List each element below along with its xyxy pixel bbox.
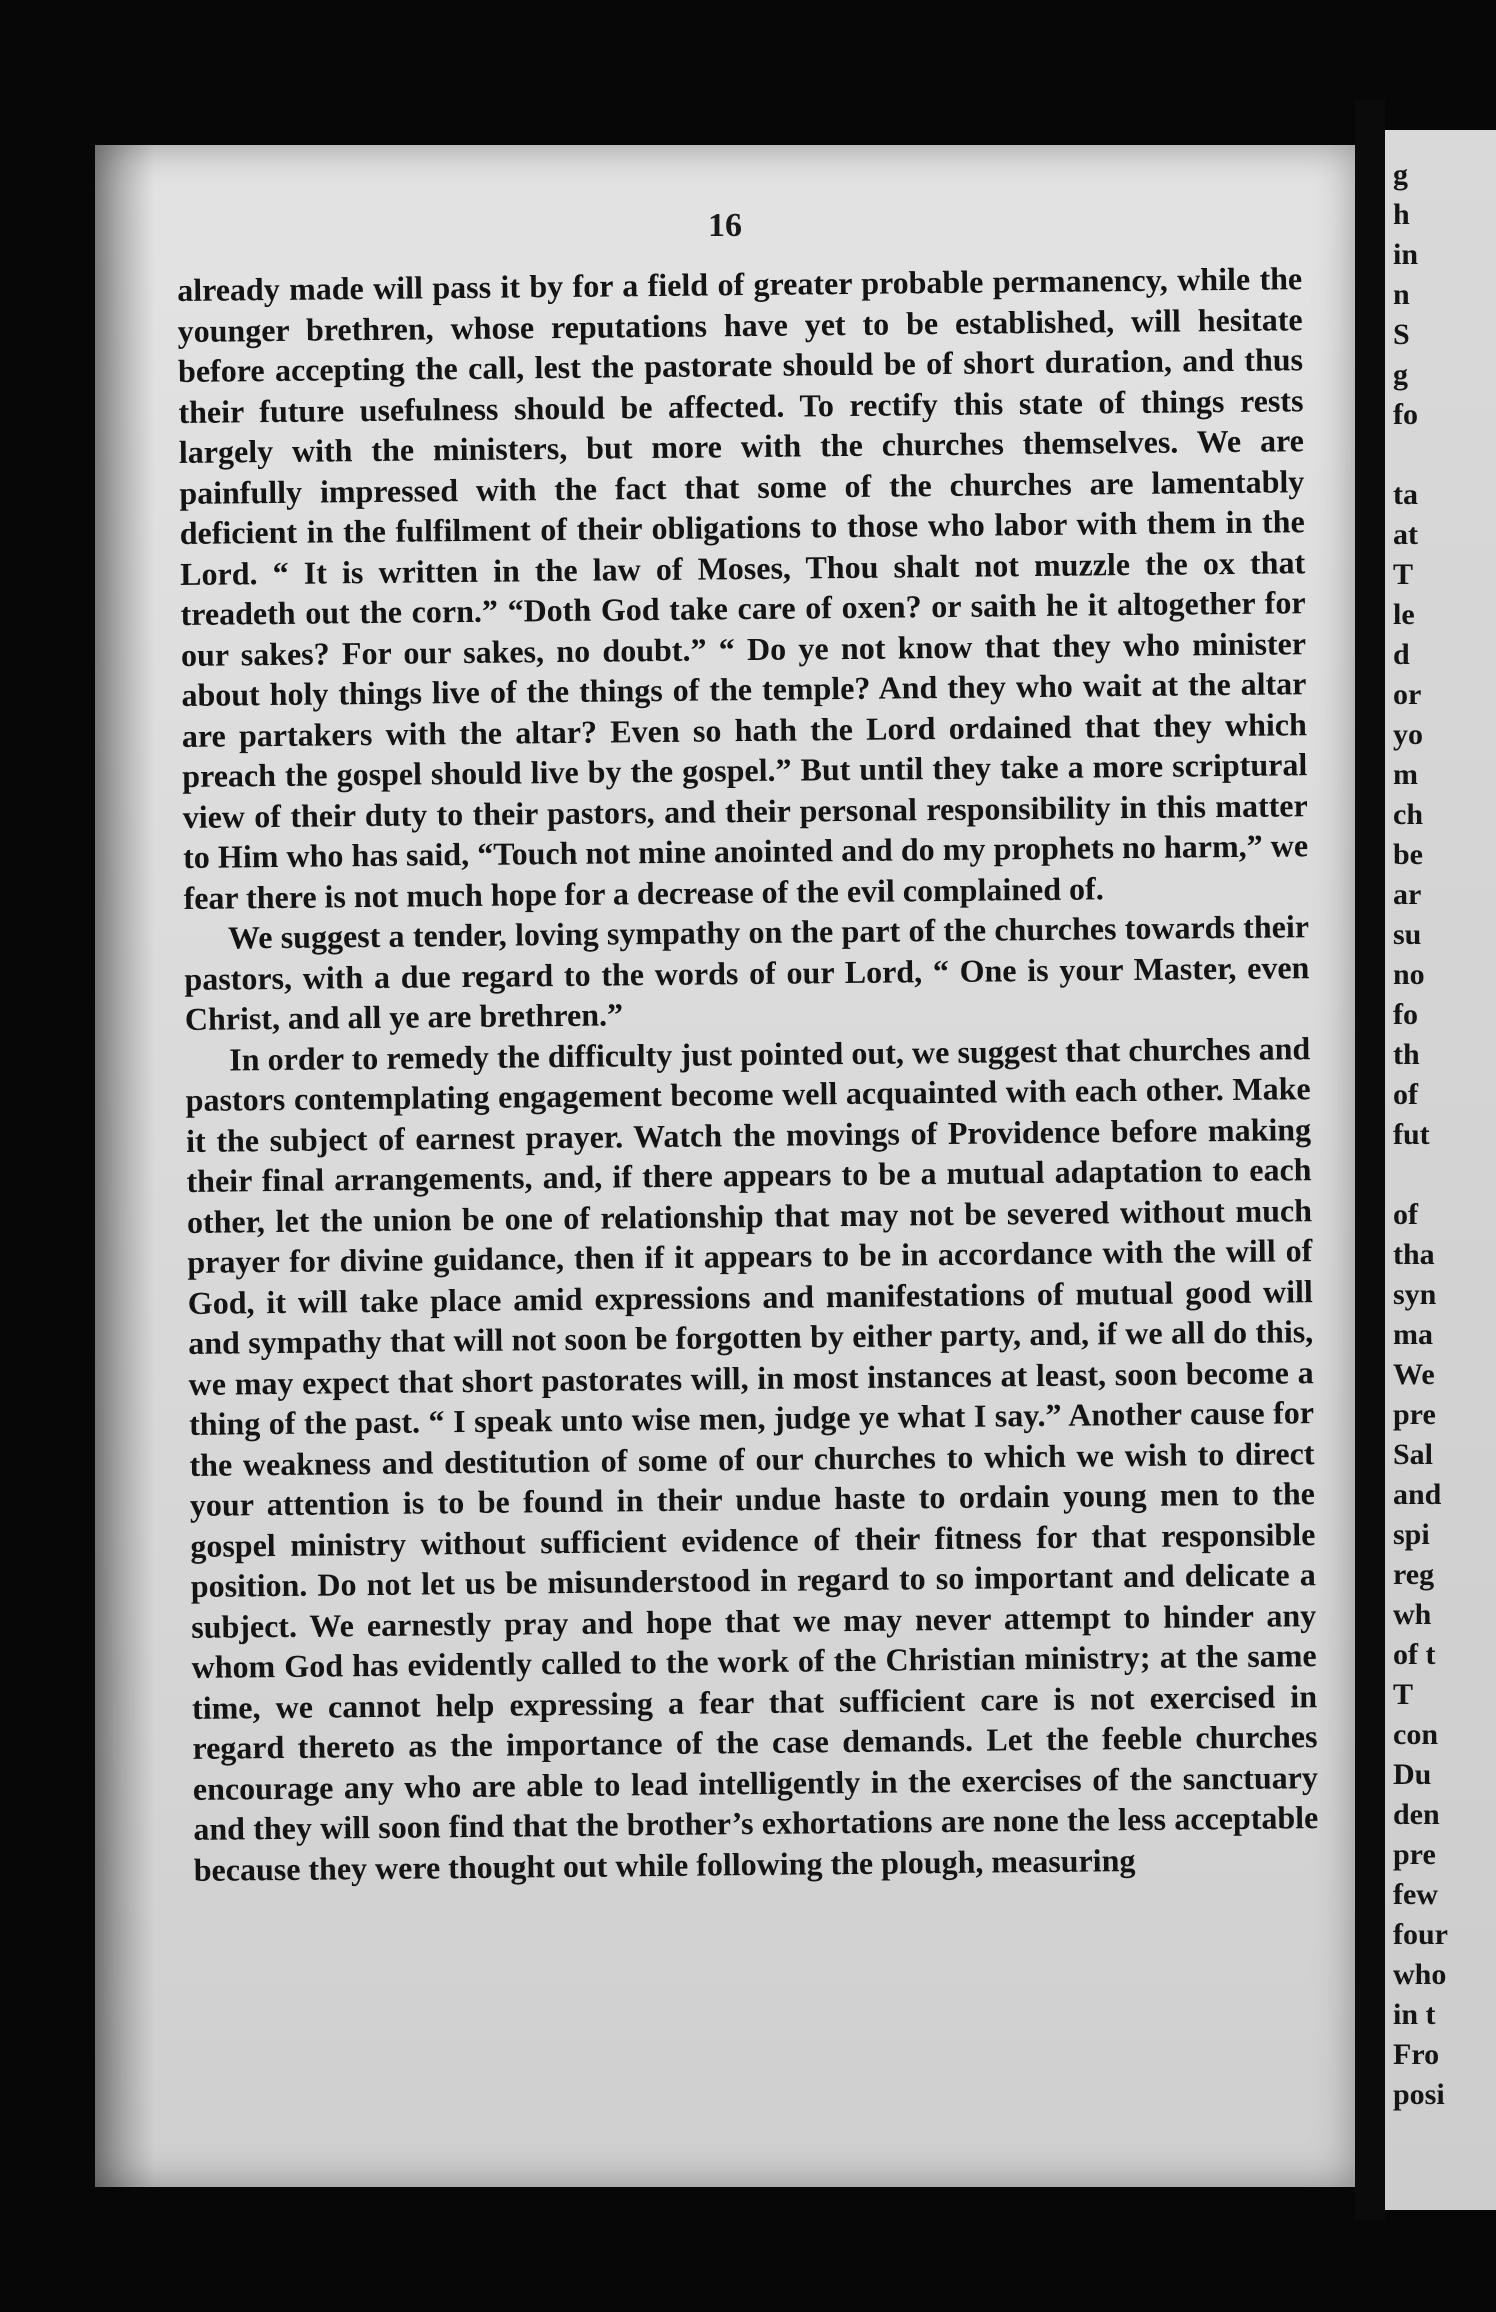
book-gutter (1355, 100, 1385, 2220)
facing-page-fragment: ch (1393, 798, 1423, 831)
facing-page-fragment: in (1393, 238, 1419, 271)
facing-page-fragment: We (1393, 1358, 1435, 1391)
facing-page-fragment: pre (1393, 1838, 1436, 1871)
facing-page-fragment (1393, 1155, 1496, 1195)
facing-page-fragment: Fro (1393, 2038, 1440, 2071)
facing-page-fragment: syn (1393, 1278, 1437, 1311)
facing-page-edge (1385, 130, 1496, 2210)
page-body-text (177, 258, 1319, 1890)
facing-page-fragment: in t (1393, 1998, 1436, 2031)
facing-page-fragment: h (1393, 198, 1410, 231)
facing-page-fragment: at (1393, 518, 1418, 551)
facing-page-fragment: g (1393, 358, 1408, 391)
facing-page-fragment: of t (1393, 1638, 1436, 1671)
facing-page-fragment: of (1393, 1078, 1418, 1111)
facing-page-fragment: den (1393, 1798, 1440, 1831)
paragraph-3: In order to remedy the difficulty just pointed out, we suggest that churches and pastors contemplating engagement become well acquainted with each other. Make it the subject of earnest prayer. Watch the movings of Providence before making their final arrangements, and, if there appears to be a mutual adaptation to each other, let the union be one of relationship that may not be severed without much prayer for divine guidance, then if it appears to be in accordance with the will of God, it will take place amid expressions and manifestations of mutual good will and sympathy that will not soon be forgotten by either party, and, if we all do this, we may expect that short pastorates will, in most instances at least, soon become a thing of the past. “ I speak unto wise men, judge ye what I say.” Another cause for the weakness and destitution of some of our churches to which we wish to direct your attention is to be found in their undue haste to ordain young men to the gospel ministry without sufficient evidence of their fitness for that responsible position. Do not let us be misunderstood in regard to so important and delicate a subject. We earnestly pray and hope that we may never attempt to hinder any whom God has evidently called to the work of the Christian ministry; at the same time, we cannot help expressing a fear that sufficient care is not exercised in regard thereto as the importance of the case demands. Let the feeble churches encourage any who are able to lead intelligently in the exercises of the sanctuary and they will soon find that the brother’s exhortations are none the less acceptable because they were thought out while following the plough, measuring (185, 1029, 1319, 1888)
facing-page-fragment: le (1393, 598, 1415, 631)
facing-page-fragment: ma (1393, 1318, 1433, 1351)
facing-page-fragment: who (1393, 1958, 1447, 1991)
facing-page-fragment: tha (1393, 1238, 1435, 1271)
facing-page-fragment: be (1393, 838, 1423, 871)
facing-page-fragment: fut (1393, 1118, 1430, 1151)
facing-page-fragment: T (1393, 558, 1414, 591)
facing-page-fragment: d (1393, 638, 1410, 671)
facing-page-fragment: no (1393, 958, 1425, 991)
page-number: 16 (708, 207, 742, 244)
facing-page-fragment: con (1393, 1718, 1438, 1751)
facing-page-fragment: m (1393, 758, 1418, 791)
facing-page-fragment: four (1393, 1918, 1448, 1951)
facing-page-fragment: wh (1393, 1598, 1432, 1631)
facing-page-fragment: Sal (1393, 1438, 1434, 1471)
book-page (95, 145, 1355, 2187)
facing-page-fragment: th (1393, 1038, 1420, 1071)
facing-page-fragment: or (1393, 678, 1422, 711)
facing-page-fragment: fo (1393, 398, 1418, 431)
facing-page-fragment: g (1393, 158, 1408, 191)
facing-page-fragment: pre (1393, 1398, 1436, 1431)
facing-page-fragment: S (1393, 318, 1410, 351)
facing-page-fragment: ar (1393, 878, 1422, 911)
facing-page-fragment: n (1393, 278, 1410, 311)
facing-page-fragment: ta (1393, 478, 1418, 511)
facing-page-fragment: Du (1393, 1758, 1432, 1791)
facing-page-fragment: su (1393, 918, 1422, 951)
facing-page-fragment: few (1393, 1878, 1438, 1911)
facing-page-fragment: yo (1393, 718, 1423, 751)
paragraph-1: already made will pass it by for a field of greater probable permanency, while the younger brethren, whose reputations have yet to be established, will hesitate before accepting the call, lest the pastorate should be of short duration, and thus their future usefulness should be affected. To rectify this state of things rests largely with the ministers, but more with the churches themselves. We are painfully impressed with the fact that some of the churches are lamentably deficient in the fulfilment of their obligations to those who labor with them in the Lord. “ It is written in the law of Moses, Thou shalt not muzzle the ox that treadeth out the corn.” “Doth God take care of oxen? or saith he it altogether for our sakes? For our sakes, no doubt.” “ Do ye not know that they who minister about holy things live of the things of the temple? And they who wait at the altar are partakers with the altar? Even so hath the Lord ordained that they which preach the gospel should live by the gospel.” But until they take a more scriptural view of their duty to their pastors, and their personal responsibility in this matter to Him who has said, “Touch not mine anointed and do my prophets no harm,” we fear there is not much hope for a decrease of the evil complained of. (177, 260, 1309, 916)
paragraph-2: We suggest a tender, loving sympathy on the part of the churches towards their pastors, with a due regard to the words of our Lord, “ One is your Master, even Christ, and all ye are brethren.” (184, 908, 1310, 1037)
facing-page-fragment: reg (1393, 1558, 1435, 1591)
facing-page-fragment: spi (1393, 1518, 1430, 1551)
facing-page-fragment: T (1393, 1678, 1414, 1711)
facing-page-fragment: posi (1393, 2078, 1445, 2111)
facing-page-fragment: and (1393, 1478, 1442, 1511)
facing-page-fragment: fo (1393, 998, 1418, 1031)
facing-page-fragment (1393, 435, 1496, 475)
facing-page-fragment: of (1393, 1198, 1418, 1231)
